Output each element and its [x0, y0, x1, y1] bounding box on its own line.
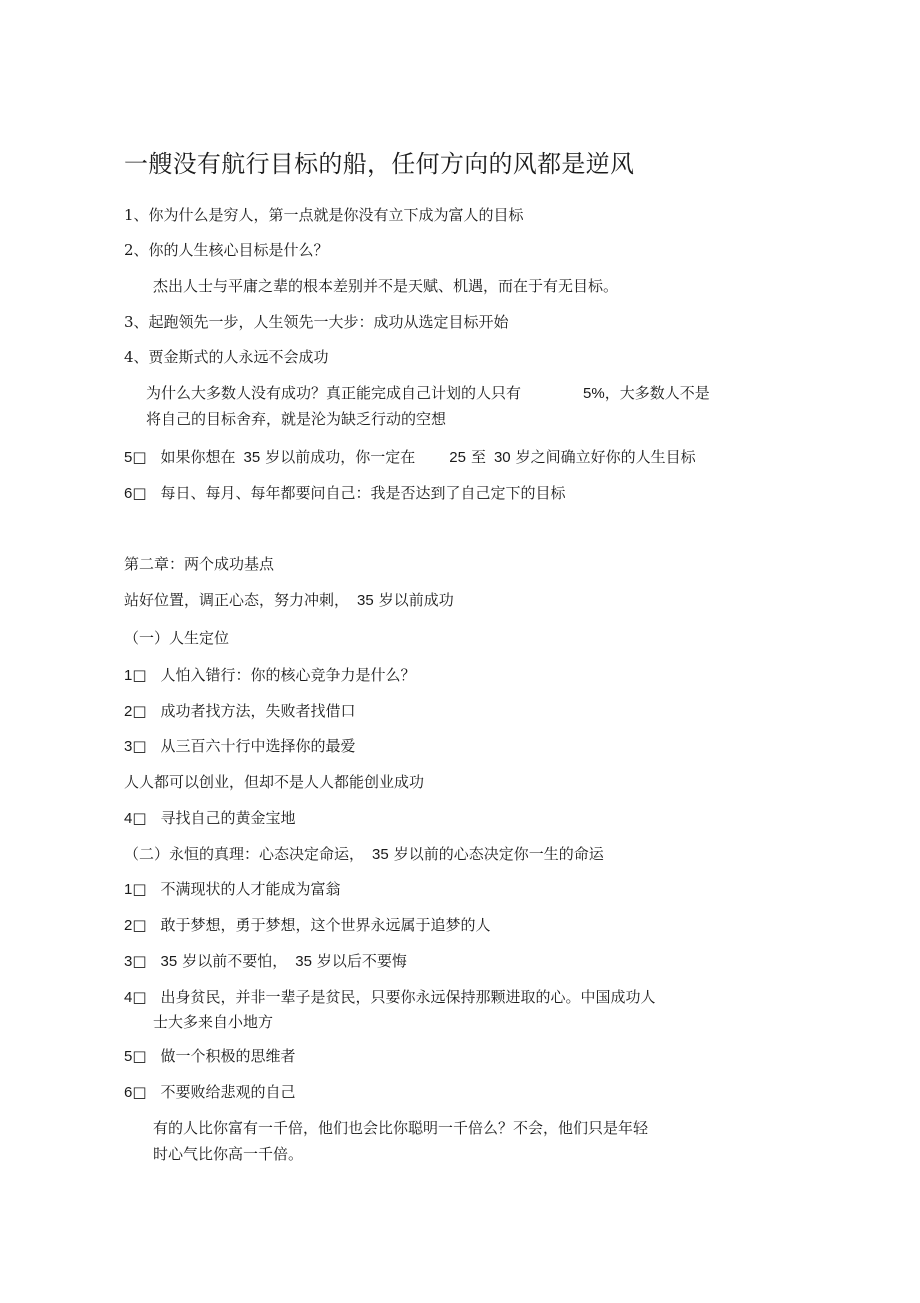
list-item-note: 时心气比你高一千倍。 — [153, 1145, 304, 1163]
item-text: 不满现状的人才能成为富翁 — [160, 880, 341, 898]
item-text: 35 — [160, 953, 178, 970]
note-text: 5%，大多数人不是 — [583, 385, 710, 402]
chapter-heading: 第二章：两个成功基点 — [124, 555, 275, 573]
list-marker: □ — [132, 988, 147, 1006]
list-marker: □ — [132, 702, 147, 720]
list-marker: □ — [132, 916, 147, 934]
list-number: 3 — [124, 953, 133, 970]
list-number: 6 — [124, 1084, 133, 1101]
item-text: 成功者找方法，失败者找借口 — [160, 702, 356, 720]
item-text: 岁以前成功，你一定在 — [265, 448, 416, 466]
list-item-continuation: 士大多来自小地方 — [153, 1013, 274, 1031]
item-text: 35 — [295, 953, 312, 970]
item-text: 岁以前不要怕， — [182, 952, 288, 970]
item-text: 每日、每月、每年都要问自己：我是否达到了自己定下的目标 — [160, 484, 566, 502]
list-marker: □ — [132, 880, 147, 898]
list-item-note: 有的人比你富有一千倍，他们也会比你聪明一千倍么？不会，他们只是年轻 — [153, 1119, 649, 1137]
item-text: 不要败给悲观的自己 — [160, 1083, 296, 1101]
item-text: 寻找自己的黄金宝地 — [160, 809, 296, 827]
list-item-note: 杰出人士与平庸之辈的根本差别并不是天赋、机遇，而在于有无目标。 — [153, 277, 619, 295]
list-number: 4 — [124, 810, 133, 827]
item-text: 至 — [470, 448, 486, 466]
list-marker: □ — [132, 809, 147, 827]
list-item-note: 将自己的目标舍弃，就是沦为缺乏行动的空想 — [146, 410, 447, 428]
section-heading — [124, 843, 604, 866]
list-number: 1 — [124, 667, 133, 684]
list-item: 3、起跑领先一步，人生领先一大步：成功从选定目标开始 — [124, 313, 509, 331]
item-text: 岁之间确立好你的人生目标 — [515, 448, 696, 466]
list-number: 6 — [124, 485, 133, 502]
list-marker: □ — [132, 484, 147, 502]
list-marker: □ — [132, 1083, 147, 1101]
list-item-note — [146, 382, 710, 405]
list-number: 1 — [124, 881, 133, 898]
motto-text: 35 — [357, 592, 374, 609]
list-item — [124, 446, 696, 469]
item-text: 敢于梦想，勇于梦想，这个世界永远属于追梦的人 — [160, 916, 491, 934]
list-item-note: 人人都可以创业，但却不是人人都能创业成功 — [124, 773, 425, 791]
section-heading: （一）人生定位 — [124, 629, 230, 647]
list-marker: □ — [132, 952, 147, 970]
item-text: 如果你想在 — [160, 448, 236, 466]
list-item: 2、你的人生核心目标是什么？ — [124, 241, 329, 259]
list-marker: □ — [132, 666, 147, 684]
item-text: 30 — [493, 449, 511, 466]
list-marker: □ — [132, 1047, 147, 1065]
item-text: 岁以后不要悔 — [316, 952, 407, 970]
chapter-motto — [124, 589, 454, 612]
item-text: 人怕入错行：你的核心竞争力是什么？ — [160, 666, 416, 684]
list-item — [124, 986, 656, 1009]
list-item: 1、你为什么是穷人，第一点就是你没有立下成为富人的目标 — [124, 206, 524, 224]
list-item — [124, 878, 341, 901]
list-number: 2 — [124, 917, 133, 934]
motto-text: 岁以前成功 — [378, 591, 454, 609]
list-item — [124, 664, 416, 687]
list-item: 4、贾金斯式的人永远不会成功 — [124, 348, 329, 366]
list-number: 4 — [124, 989, 133, 1006]
list-number: 5 — [124, 449, 133, 466]
item-text: 做一个积极的思维者 — [160, 1047, 296, 1065]
list-item — [124, 1081, 296, 1104]
item-text: 从三百六十行中选择你的最爱 — [160, 737, 356, 755]
list-number: 3 — [124, 738, 133, 755]
item-text: 35 — [243, 449, 261, 466]
item-text: 出身贫民，并非一辈子是贫民，只要你永远保持那颗进取的心。中国成功人 — [160, 988, 656, 1006]
list-marker: □ — [132, 737, 147, 755]
list-number: 2 — [124, 703, 133, 720]
list-item — [124, 700, 356, 723]
heading-text: 岁以前的心态决定你一生的命运 — [393, 845, 604, 863]
heading-text: （二）永恒的真理：心态决定命运， — [124, 845, 365, 863]
item-text: 25 — [449, 449, 466, 466]
list-item — [124, 1045, 296, 1068]
list-number: 5 — [124, 1048, 133, 1065]
list-marker: □ — [132, 448, 147, 466]
list-item — [124, 807, 296, 830]
list-item — [124, 914, 491, 937]
motto-text: 站好位置，调正心态，努力冲刺， — [124, 591, 350, 609]
heading-text: 35 — [372, 846, 389, 863]
list-item — [124, 482, 566, 505]
list-item — [124, 950, 407, 973]
document-title: 一艘没有航行目标的船，任何方向的风都是逆风 — [124, 150, 635, 178]
list-item — [124, 735, 356, 758]
note-text: 为什么大多数人没有成功？真正能完成自己计划的人只有 — [146, 384, 522, 402]
